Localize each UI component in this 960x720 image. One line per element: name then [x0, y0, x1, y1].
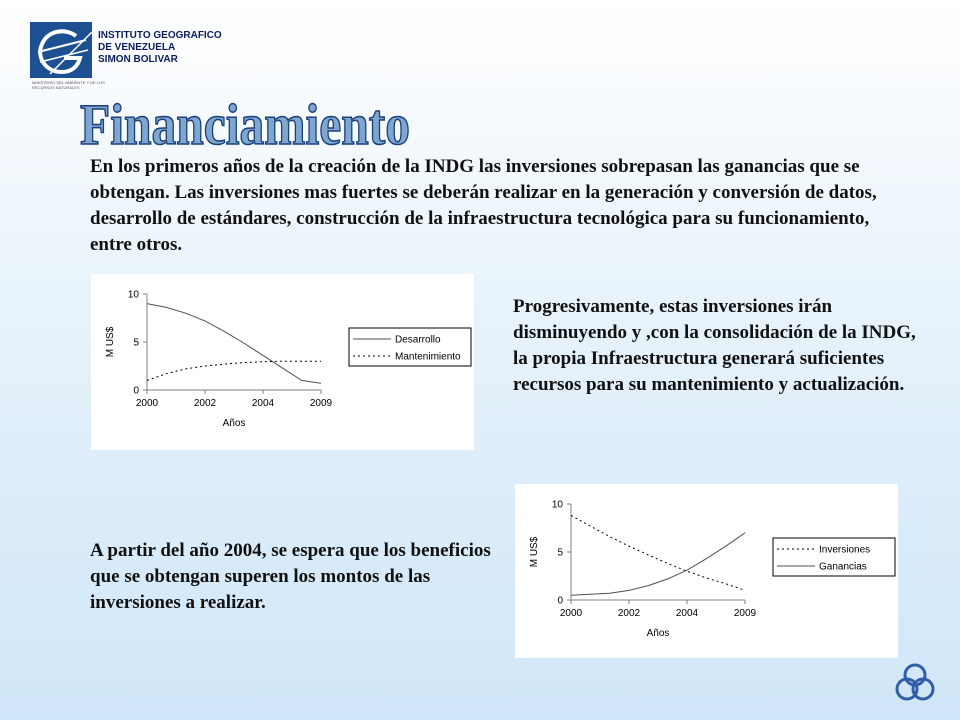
chart-inversiones-ganancias	[515, 484, 898, 658]
legend-label-mantenimiento: Mantenimiento	[395, 351, 461, 363]
x-tick-label: 2009	[309, 398, 333, 409]
x-tick-label: 2002	[193, 398, 217, 409]
series-line-desarrollo	[147, 304, 321, 384]
legend-label-desarrollo: Desarrollo	[395, 334, 441, 346]
y-tick-label: 5	[557, 547, 563, 559]
benefits-paragraph: A partir del año 2004, se espera que los beneficios que se obtengan superen los montos de las inversiones a realizar.	[90, 540, 491, 613]
x-tick-label: 2004	[675, 608, 699, 619]
org-line-1: INSTITUTO GEOGRAFICO	[98, 30, 222, 41]
trefoil-icon[interactable]	[893, 660, 937, 704]
page-title	[70, 90, 430, 160]
y-tick-label: 10	[551, 499, 563, 511]
y-axis-label: M US$	[105, 326, 116, 358]
x-tick-label: 2009	[733, 608, 757, 619]
chart-desarrollo-mantenimiento	[91, 274, 474, 450]
x-tick-label: 2000	[135, 398, 159, 409]
logo-subtext: MINISTERIO DEL AMBIENTE Y DE LOS RECURSOS NATURALES	[32, 80, 105, 90]
chart-desarrollo-mantenimiento-svg	[91, 274, 474, 450]
org-line-2: DE VENEZUELA	[98, 42, 176, 53]
x-tick-label: 2002	[617, 608, 641, 619]
y-tick-label: 0	[557, 595, 563, 607]
series-line-mantenimiento	[147, 361, 321, 380]
org-line-3: SIMON BOLIVAR	[98, 54, 178, 65]
y-tick-label: 0	[133, 385, 139, 397]
page-title-text: Financiamiento	[80, 92, 410, 157]
x-axis-label: Años	[222, 418, 246, 429]
x-tick-label: 2000	[559, 608, 583, 619]
legend-label-ganancias: Ganancias	[819, 561, 867, 573]
series-line-ganancias	[571, 533, 745, 595]
chart-inversiones-ganancias-svg	[515, 484, 898, 658]
igvsb-logo-icon	[30, 22, 96, 88]
x-tick-label: 2004	[251, 398, 275, 409]
series-line-inversiones	[571, 516, 745, 591]
legend-label-inversiones: Inversiones	[819, 544, 871, 556]
progress-paragraph: Progresivamente, estas inversiones irán disminuyendo y ,con la consolidación de la INDG, la propia Infraestructura generará suficientes recursos para su mantenimiento y actualización.	[513, 296, 916, 395]
y-axis-label: M US$	[529, 536, 540, 568]
x-axis-label: Años	[646, 628, 670, 639]
organization-name	[98, 30, 222, 66]
y-tick-label: 5	[133, 337, 139, 349]
y-tick-label: 10	[127, 289, 139, 301]
intro-paragraph: En los primeros años de la creación de la INDG las inversiones sobrepasan las ganancias que se obtengan. Las inversiones mas fuertes se deberán realizar en la generación y conversión de datos, desarrollo de estándares, construcción de la infraestructura tecnológica para su funcionamiento, entre otros.	[90, 156, 877, 255]
